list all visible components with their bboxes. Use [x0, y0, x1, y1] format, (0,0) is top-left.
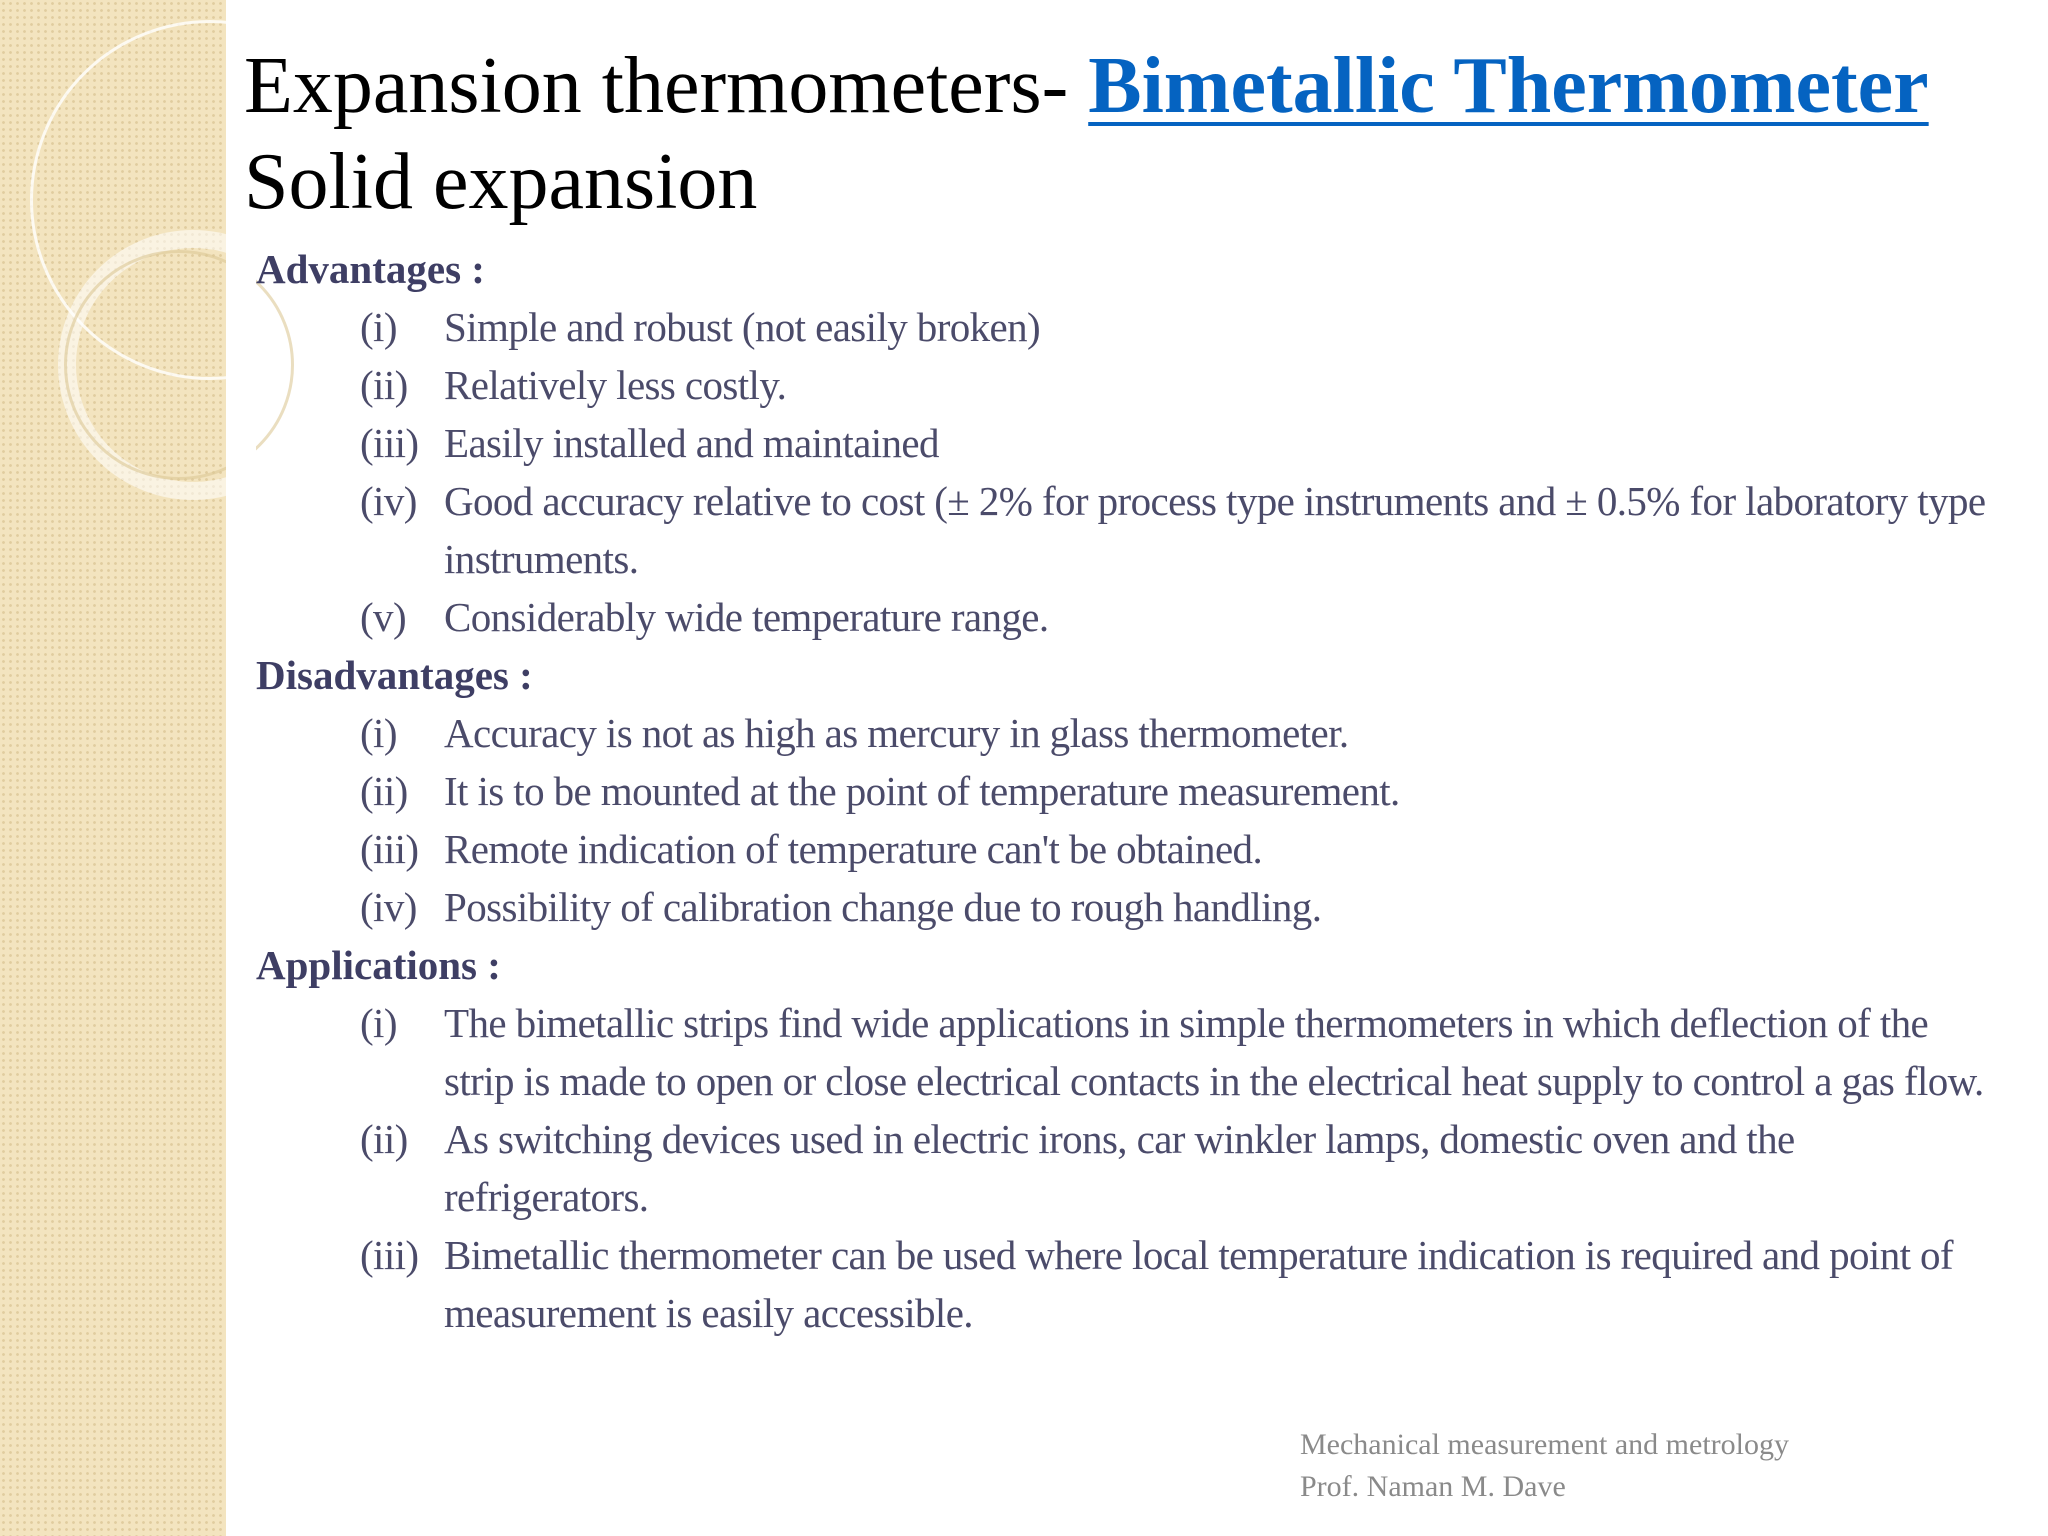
item-number: (iii)	[360, 1232, 419, 1278]
item-number: (i)	[360, 1000, 397, 1046]
item-number: (iv)	[360, 884, 417, 930]
application-item	[256, 994, 1986, 1110]
item-number: (ii)	[360, 768, 408, 814]
item-number: (v)	[360, 594, 407, 640]
disadvantage-item	[256, 878, 1986, 936]
item-text: Accuracy is not as high as mercury in glass thermometer.	[444, 710, 1349, 756]
title-line-2: Solid expansion	[244, 138, 758, 226]
advantages-heading: Advantages :	[256, 246, 485, 292]
item-text: Bimetallic thermometer can be used where local temperature indication is required and point of measurement is easily accessible.	[444, 1232, 1953, 1336]
disadvantages-heading: Disadvantages :	[256, 652, 533, 698]
footer-course: Mechanical measurement and metrology	[1300, 1428, 1789, 1461]
advantage-item	[256, 588, 1986, 646]
item-text: Simple and robust (not easily broken)	[444, 304, 1041, 350]
item-number: (iii)	[360, 826, 419, 872]
item-text: Possibility of calibration change due to rough handling.	[444, 884, 1322, 930]
disadvantage-item	[256, 762, 1986, 820]
advantage-item	[256, 472, 1986, 588]
item-number: (ii)	[360, 1116, 408, 1162]
application-item	[256, 1226, 1986, 1342]
title-prefix: Expansion thermometers-	[244, 42, 1089, 130]
advantage-item	[256, 414, 1986, 472]
item-text: Good accuracy relative to cost (± 2% for process type instruments and ± 0.5% for laboratory type instruments.	[444, 478, 1986, 582]
item-number: (iii)	[360, 420, 419, 466]
item-text: Considerably wide temperature range.	[444, 594, 1049, 640]
bimetallic-thermometer-link[interactable]: Bimetallic Thermometer	[1088, 42, 1929, 130]
item-text: Relatively less costly.	[444, 362, 787, 408]
advantage-item	[256, 298, 1986, 356]
disadvantage-item	[256, 704, 1986, 762]
item-text: The bimetallic strips find wide applications in simple thermometers in which deflection of the strip is made to open or close electrical contacts in the electrical heat supply to control a gas flow.	[444, 1000, 1984, 1104]
applications-heading: Applications :	[256, 942, 501, 988]
title-line-1	[244, 38, 1929, 134]
disadvantage-item	[256, 820, 1986, 878]
item-text: It is to be mounted at the point of temperature measurement.	[444, 768, 1400, 814]
footer-author: Prof. Naman M. Dave	[1300, 1470, 1566, 1503]
application-item	[256, 1110, 1986, 1226]
advantage-item	[256, 356, 1986, 414]
item-number: (ii)	[360, 362, 408, 408]
item-number: (iv)	[360, 478, 417, 524]
item-number: (i)	[360, 304, 397, 350]
slide-title	[244, 38, 1929, 230]
slide-footer	[1300, 1424, 1789, 1508]
decorative-side-band	[0, 0, 227, 1536]
item-number: (i)	[360, 710, 397, 756]
item-text: Easily installed and maintained	[444, 420, 939, 466]
item-text: Remote indication of temperature can't be obtained.	[444, 826, 1263, 872]
item-text: As switching devices used in electric irons, car winkler lamps, domestic oven and the refrigerators.	[444, 1116, 1795, 1220]
slide-body	[256, 240, 1986, 1342]
band-edge	[226, 0, 256, 1536]
